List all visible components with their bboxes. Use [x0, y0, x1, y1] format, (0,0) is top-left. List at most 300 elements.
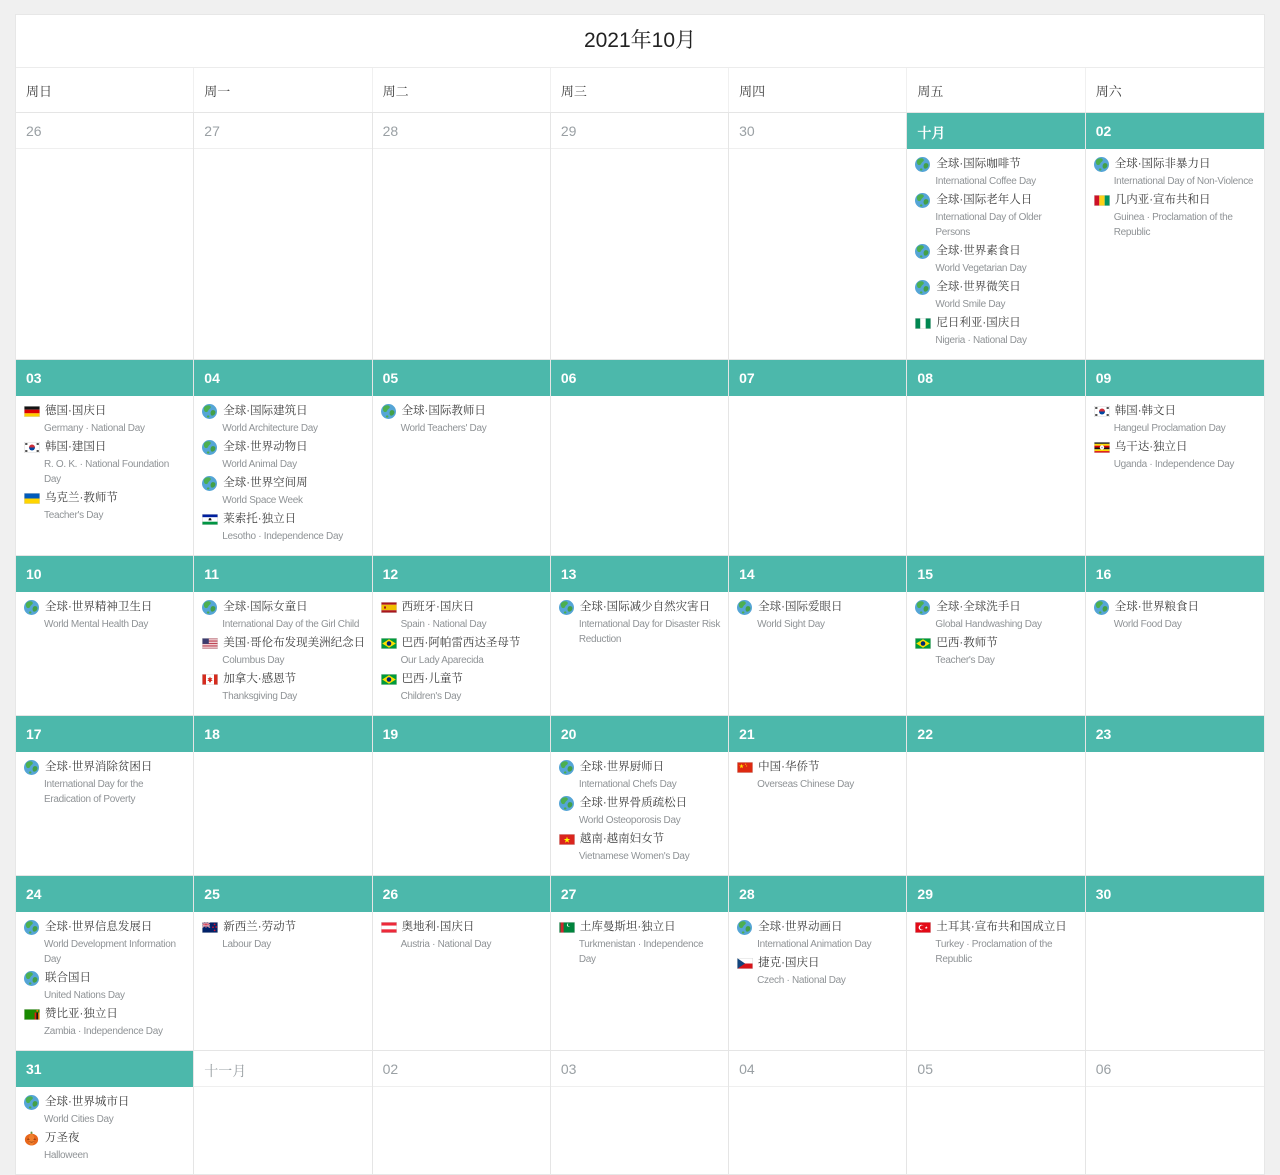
- event-list: [16, 396, 193, 534]
- event-title-en: Hangeul Proclamation Day: [1113, 423, 1226, 434]
- date-label: 07: [729, 360, 906, 396]
- usa-flag-icon: [202, 636, 218, 651]
- calendar-cell: [907, 113, 1085, 359]
- date-label: 09: [1086, 360, 1264, 396]
- calendar-grid: [16, 113, 1264, 1174]
- event-title-zh: 赞比亚·独立日: [45, 1008, 118, 1020]
- event-list: [907, 592, 1084, 679]
- event-item: [381, 919, 542, 952]
- event-title-zh: 全球·世界粮食日: [1114, 601, 1200, 613]
- globe-icon: [915, 244, 931, 259]
- event-title-en: Nigeria · National Day: [935, 335, 1027, 346]
- lesotho-flag-icon: [202, 512, 218, 527]
- event-title-zh: 全球·世界空间周: [223, 477, 308, 489]
- event-title-zh: 全球·国际减少自然灾害日: [579, 601, 711, 613]
- turkmenistan-flag-icon: [559, 920, 575, 935]
- date-label: 22: [907, 716, 1084, 752]
- event-title-en: World Vegetarian Day: [935, 263, 1027, 274]
- event-item: [915, 635, 1076, 668]
- event-list: [1086, 149, 1264, 251]
- globe-icon: [915, 157, 931, 172]
- event-title-zh: 捷克·国庆日: [758, 957, 820, 969]
- zambia-flag-icon: [24, 1007, 40, 1022]
- date-label: 30: [729, 113, 906, 149]
- date-label: 15: [907, 556, 1084, 592]
- globe-icon: [915, 193, 931, 208]
- globe-icon: [202, 404, 218, 419]
- event-item: [1094, 192, 1256, 240]
- event-item: [202, 475, 363, 508]
- globe-icon: [737, 920, 753, 935]
- calendar-cell: [551, 113, 729, 359]
- date-label: 06: [1086, 1051, 1264, 1087]
- event-list: [373, 912, 550, 963]
- globe-icon: [381, 404, 397, 419]
- event-title-zh: 土库曼斯坦·独立日: [579, 921, 676, 933]
- globe-icon: [737, 600, 753, 615]
- event-title-en: Germany · National Day: [44, 423, 145, 434]
- uganda-flag-icon: [1094, 440, 1110, 455]
- event-title-en: Lesotho · Independence Day: [222, 531, 343, 542]
- event-title-en: World Architecture Day: [222, 423, 318, 434]
- event-item: [202, 671, 363, 704]
- brazil-flag-icon: [381, 672, 397, 687]
- event-title-en: R. O. K. · National Foundation Day: [44, 459, 169, 485]
- germany-flag-icon: [24, 404, 40, 419]
- event-title-zh: 美国·哥伦布发现美洲纪念日: [223, 637, 366, 649]
- event-list: [16, 592, 193, 643]
- event-item: [24, 970, 185, 1003]
- globe-icon: [24, 971, 40, 986]
- event-item: [915, 279, 1076, 312]
- brazil-flag-icon: [915, 636, 931, 651]
- calendar-week-row: [16, 360, 1264, 556]
- event-item: [915, 156, 1076, 189]
- event-title-en: Spain · National Day: [400, 619, 487, 630]
- event-title-en: Our Lady Aparecida: [400, 655, 484, 666]
- south-korea-flag-icon: [1094, 404, 1110, 419]
- date-label: 29: [551, 113, 728, 149]
- event-title-zh: 全球·国际建筑日: [223, 405, 308, 417]
- event-title-en: Turkey · Proclamation of the Republic: [935, 939, 1053, 965]
- event-title-zh: 巴西·儿童节: [401, 673, 463, 685]
- date-label: 19: [373, 716, 550, 752]
- event-title-en: Thanksgiving Day: [222, 691, 297, 702]
- calendar-cell: [16, 556, 194, 715]
- date-label: 12: [373, 556, 550, 592]
- event-title-zh: 全球·世界骨质疏松日: [579, 797, 688, 809]
- weekday-label: 周三: [551, 68, 729, 112]
- austria-flag-icon: [381, 920, 397, 935]
- globe-icon: [202, 440, 218, 455]
- event-title-en: Labour Day: [222, 939, 271, 950]
- calendar-card: [15, 14, 1265, 1175]
- event-title-zh: 联合国日: [45, 972, 91, 984]
- event-list: [194, 592, 371, 715]
- event-item: [24, 403, 185, 436]
- event-item: [24, 1006, 185, 1039]
- date-label: 04: [194, 360, 371, 396]
- event-title-en: Austria · National Day: [400, 939, 492, 950]
- new-zealand-flag-icon: [202, 920, 218, 935]
- globe-icon: [1094, 157, 1110, 172]
- event-title-en: World Osteoporosis Day: [578, 815, 681, 826]
- calendar-cell: [907, 556, 1085, 715]
- calendar-week-row: [16, 716, 1264, 876]
- date-label: 十一月: [194, 1051, 371, 1087]
- calendar-title: 2021年10月: [16, 15, 1264, 68]
- date-label: 20: [551, 716, 728, 752]
- event-list: [373, 592, 550, 715]
- globe-icon: [915, 600, 931, 615]
- event-title-zh: 全球·世界动物日: [223, 441, 308, 453]
- event-item: [1094, 156, 1256, 189]
- event-item: [737, 599, 898, 632]
- event-title-zh: 全球·世界素食日: [936, 245, 1021, 257]
- weekday-label: 周五: [907, 68, 1085, 112]
- event-item: [24, 599, 185, 632]
- globe-icon: [24, 1095, 40, 1110]
- calendar-cell: [16, 1051, 194, 1174]
- calendar-cell: [373, 113, 551, 359]
- date-label: 21: [729, 716, 906, 752]
- event-list: [194, 396, 371, 555]
- event-title-zh: 韩国·建国日: [45, 441, 107, 453]
- calendar-cell: [551, 360, 729, 555]
- calendar-cell: [194, 1051, 372, 1174]
- calendar-cell: [729, 556, 907, 715]
- event-title-en: Vietnamese Women's Day: [578, 851, 690, 862]
- event-title-zh: 韩国·韩文日: [1114, 405, 1177, 417]
- globe-icon: [559, 796, 575, 811]
- event-title-en: Uganda · Independence Day: [1113, 459, 1235, 470]
- event-item: [915, 599, 1076, 632]
- event-title-zh: 全球·国际咖啡节: [936, 158, 1021, 170]
- calendar-cell: [1086, 556, 1264, 715]
- event-title-en: Zambia · Independence Day: [44, 1026, 163, 1037]
- globe-icon: [559, 760, 575, 775]
- calendar-cell: [551, 556, 729, 715]
- calendar-cell: [194, 876, 372, 1050]
- date-label: 17: [16, 716, 193, 752]
- date-label: 26: [16, 113, 193, 149]
- calendar-cell: [729, 876, 907, 1050]
- date-label: 14: [729, 556, 906, 592]
- event-item: [24, 490, 185, 523]
- calendar-cell: [551, 876, 729, 1050]
- event-item: [737, 759, 898, 792]
- calendar-week-row: [16, 113, 1264, 360]
- event-item: [559, 599, 720, 647]
- event-title-zh: 莱索托·独立日: [223, 513, 297, 525]
- event-title-en: Guinea · Proclamation of the Republic: [1113, 212, 1233, 238]
- globe-icon: [24, 760, 40, 775]
- event-title-en: World Teachers' Day: [400, 423, 487, 434]
- nigeria-flag-icon: [915, 316, 931, 331]
- event-title-en: World Cities Day: [44, 1114, 114, 1125]
- event-list: [16, 912, 193, 1050]
- event-title-en: Teacher's Day: [935, 655, 995, 666]
- event-title-en: Czech · National Day: [757, 975, 846, 986]
- event-item: [202, 635, 366, 668]
- date-label: 11: [194, 556, 371, 592]
- globe-icon: [202, 600, 218, 615]
- calendar-cell: [16, 360, 194, 555]
- event-title-en: International Chefs Day: [578, 779, 677, 790]
- event-title-zh: 奥地利·国庆日: [401, 921, 475, 933]
- brazil-flag-icon: [381, 636, 397, 651]
- calendar-cell: [1086, 716, 1264, 875]
- pumpkin-icon: [24, 1131, 40, 1146]
- event-title-en: Turkmenistan · Independence Day: [578, 939, 704, 965]
- date-label: 08: [907, 360, 1084, 396]
- event-item: [24, 1130, 185, 1163]
- event-title-zh: 乌克兰·教师节: [45, 492, 118, 504]
- event-list: [729, 912, 906, 999]
- south-korea-flag-icon: [24, 440, 40, 455]
- event-list: [551, 912, 728, 978]
- calendar-cell: [907, 360, 1085, 555]
- event-item: [24, 439, 185, 487]
- event-title-zh: 全球·国际非暴力日: [1114, 158, 1211, 170]
- calendar-cell: [373, 876, 551, 1050]
- calendar-cell: [373, 360, 551, 555]
- date-label: 03: [551, 1051, 728, 1087]
- event-item: [559, 795, 720, 828]
- calendar-cell: [551, 1051, 729, 1174]
- event-title-zh: 全球·世界信息发展日: [45, 921, 153, 933]
- china-flag-icon: [737, 760, 753, 775]
- date-label: 29: [907, 876, 1084, 912]
- canada-flag-icon: [202, 672, 218, 687]
- event-title-en: World Development Information Day: [44, 939, 176, 965]
- event-title-en: Overseas Chinese Day: [757, 779, 854, 790]
- event-title-en: World Sight Day: [757, 619, 825, 630]
- globe-icon: [24, 920, 40, 935]
- date-label: 18: [194, 716, 371, 752]
- event-item: [559, 919, 720, 967]
- date-label: 05: [373, 360, 550, 396]
- event-item: [737, 955, 898, 988]
- event-list: [729, 752, 906, 803]
- weekday-label: 周六: [1095, 84, 1122, 99]
- calendar-cell: [16, 716, 194, 875]
- event-list: [16, 1087, 193, 1174]
- calendar-cell: [194, 716, 372, 875]
- event-title-zh: 西班牙·国庆日: [401, 601, 475, 613]
- event-list: [551, 752, 728, 875]
- event-item: [737, 919, 898, 952]
- date-label: 31: [16, 1051, 193, 1087]
- date-label: 27: [194, 113, 371, 149]
- calendar-cell: [16, 113, 194, 359]
- event-list: [907, 912, 1084, 978]
- czech-flag-icon: [737, 956, 753, 971]
- weekday-label: 周四: [729, 68, 907, 112]
- calendar-cell: [729, 360, 907, 555]
- event-title-en: International Coffee Day: [935, 176, 1036, 187]
- weekday-label: 周日: [16, 68, 194, 112]
- event-title-en: Halloween: [44, 1150, 88, 1161]
- calendar-cell: [907, 876, 1085, 1050]
- calendar-week-row: [16, 876, 1264, 1051]
- event-list: [551, 592, 728, 658]
- event-title-en: International Animation Day: [757, 939, 872, 950]
- calendar-cell: [373, 1051, 551, 1174]
- event-title-zh: 德国·国庆日: [45, 405, 107, 417]
- event-item: [915, 192, 1076, 240]
- event-title-zh: 全球·全球洗手日: [936, 601, 1021, 613]
- event-title-zh: 全球·世界动画日: [758, 921, 843, 933]
- event-item: [381, 599, 542, 632]
- event-list: [373, 396, 550, 447]
- event-item: [381, 671, 542, 704]
- ukraine-flag-icon: [24, 491, 40, 506]
- spain-flag-icon: [381, 600, 397, 615]
- calendar-cell: [1086, 1051, 1264, 1174]
- event-title-zh: 新西兰·劳动节: [223, 921, 297, 933]
- event-title-en: International Day of Older Persons: [935, 212, 1042, 238]
- vietnam-flag-icon: [559, 832, 575, 847]
- globe-icon: [1094, 600, 1110, 615]
- event-item: [202, 511, 363, 544]
- globe-icon: [559, 600, 575, 615]
- event-item: [202, 403, 363, 436]
- event-item: [202, 599, 363, 632]
- event-title-zh: 土耳其·宣布共和国成立日: [936, 921, 1067, 933]
- date-label: 24: [16, 876, 193, 912]
- event-title-zh: 全球·国际女童日: [223, 601, 308, 613]
- date-label: 02: [1086, 113, 1264, 149]
- date-label: 23: [1086, 716, 1264, 752]
- event-list: [16, 752, 193, 818]
- calendar-cell: [551, 716, 729, 875]
- globe-icon: [202, 476, 218, 491]
- event-title-zh: 全球·世界微笑日: [936, 281, 1021, 293]
- event-list: [1086, 396, 1264, 483]
- event-title-zh: 全球·世界消除贫困日: [45, 761, 153, 773]
- date-label: 30: [1086, 876, 1264, 912]
- event-title-en: Columbus Day: [222, 655, 285, 666]
- event-title-en: International Day for Disaster Risk Reduction: [578, 619, 721, 645]
- calendar-cell: [1086, 113, 1264, 359]
- event-title-zh: 越南·越南妇女节: [579, 833, 665, 845]
- event-title-en: World Mental Health Day: [44, 619, 149, 630]
- date-label: 27: [551, 876, 728, 912]
- event-title-zh: 巴西·阿帕雷西达圣母节: [401, 637, 521, 649]
- event-item: [24, 919, 185, 967]
- calendar-cell: [729, 1051, 907, 1174]
- event-title-en: Global Handwashing Day: [935, 619, 1042, 630]
- calendar-week-row: [16, 1051, 1264, 1174]
- event-title-zh: 全球·国际爱眼日: [758, 601, 843, 613]
- event-title-en: Teacher's Day: [44, 510, 104, 521]
- date-label: 13: [551, 556, 728, 592]
- event-title-zh: 巴西·教师节: [936, 637, 998, 649]
- weekday-label: 周一: [194, 68, 372, 112]
- turkey-flag-icon: [915, 920, 931, 935]
- event-title-zh: 全球·国际教师日: [401, 405, 486, 417]
- date-label: 06: [551, 360, 728, 396]
- event-item: [1094, 403, 1256, 436]
- event-title-en: International Day of Non-Violence: [1113, 176, 1254, 187]
- event-item: [915, 315, 1076, 348]
- date-label: 03: [16, 360, 193, 396]
- guinea-flag-icon: [1094, 193, 1110, 208]
- event-title-zh: 乌干达·独立日: [1114, 441, 1188, 453]
- calendar-cell: [16, 876, 194, 1050]
- event-title-en: World Space Week: [222, 495, 303, 506]
- globe-icon: [915, 280, 931, 295]
- date-label: 28: [373, 113, 550, 149]
- event-list: [729, 592, 906, 643]
- event-title-en: World Food Day: [1113, 619, 1182, 630]
- event-title-zh: 全球·国际老年人日: [936, 194, 1033, 206]
- event-title-en: Children's Day: [400, 691, 462, 702]
- event-item: [1094, 439, 1256, 472]
- event-list: [1086, 592, 1264, 643]
- date-label: 02: [373, 1051, 550, 1087]
- event-title-zh: 全球·世界精神卫生日: [45, 601, 153, 613]
- event-item: [24, 759, 185, 807]
- date-label: 十月: [907, 113, 1084, 149]
- date-label: 05: [907, 1051, 1084, 1087]
- date-label: 04: [729, 1051, 906, 1087]
- event-item: [915, 919, 1076, 967]
- event-list: [907, 149, 1084, 359]
- calendar-cell: [1086, 360, 1264, 555]
- event-title-zh: 全球·世界城市日: [45, 1096, 130, 1108]
- date-label: 16: [1086, 556, 1264, 592]
- event-item: [381, 403, 542, 436]
- calendar-cell: [194, 113, 372, 359]
- calendar-cell: [729, 113, 907, 359]
- event-item: [559, 759, 720, 792]
- event-title-en: World Smile Day: [935, 299, 1006, 310]
- calendar-cell: [729, 716, 907, 875]
- event-title-zh: 尼日利亚·国庆日: [936, 317, 1021, 329]
- event-item: [915, 243, 1076, 276]
- calendar-cell: [194, 556, 372, 715]
- event-item: [381, 635, 542, 668]
- weekday-label: 周二: [373, 68, 551, 112]
- calendar-cell: [373, 716, 551, 875]
- event-title-en: International Day of the Girl Child: [222, 619, 360, 630]
- calendar-cell: [907, 716, 1085, 875]
- event-title-zh: 全球·世界厨师日: [579, 761, 665, 773]
- calendar-cell: [907, 1051, 1085, 1174]
- event-item: [202, 919, 363, 952]
- event-item: [1094, 599, 1256, 632]
- date-label: 26: [373, 876, 550, 912]
- event-title-zh: 几内亚·宣布共和日: [1114, 194, 1211, 206]
- date-label: 25: [194, 876, 371, 912]
- weekday-header-row: [16, 68, 1264, 113]
- calendar-cell: [1086, 876, 1264, 1050]
- event-title-en: World Animal Day: [222, 459, 297, 470]
- event-list: [194, 912, 371, 963]
- event-title-en: United Nations Day: [44, 990, 125, 1001]
- calendar-week-row: [16, 556, 1264, 716]
- event-item: [559, 831, 720, 864]
- event-title-zh: 加拿大·感恩节: [223, 673, 297, 685]
- event-title-zh: 万圣夜: [45, 1132, 80, 1144]
- event-item: [24, 1094, 185, 1127]
- date-label: 10: [16, 556, 193, 592]
- calendar-cell: [194, 360, 372, 555]
- event-title-en: International Day for the Eradication of Poverty: [44, 779, 144, 805]
- event-title-zh: 中国·华侨节: [758, 761, 820, 773]
